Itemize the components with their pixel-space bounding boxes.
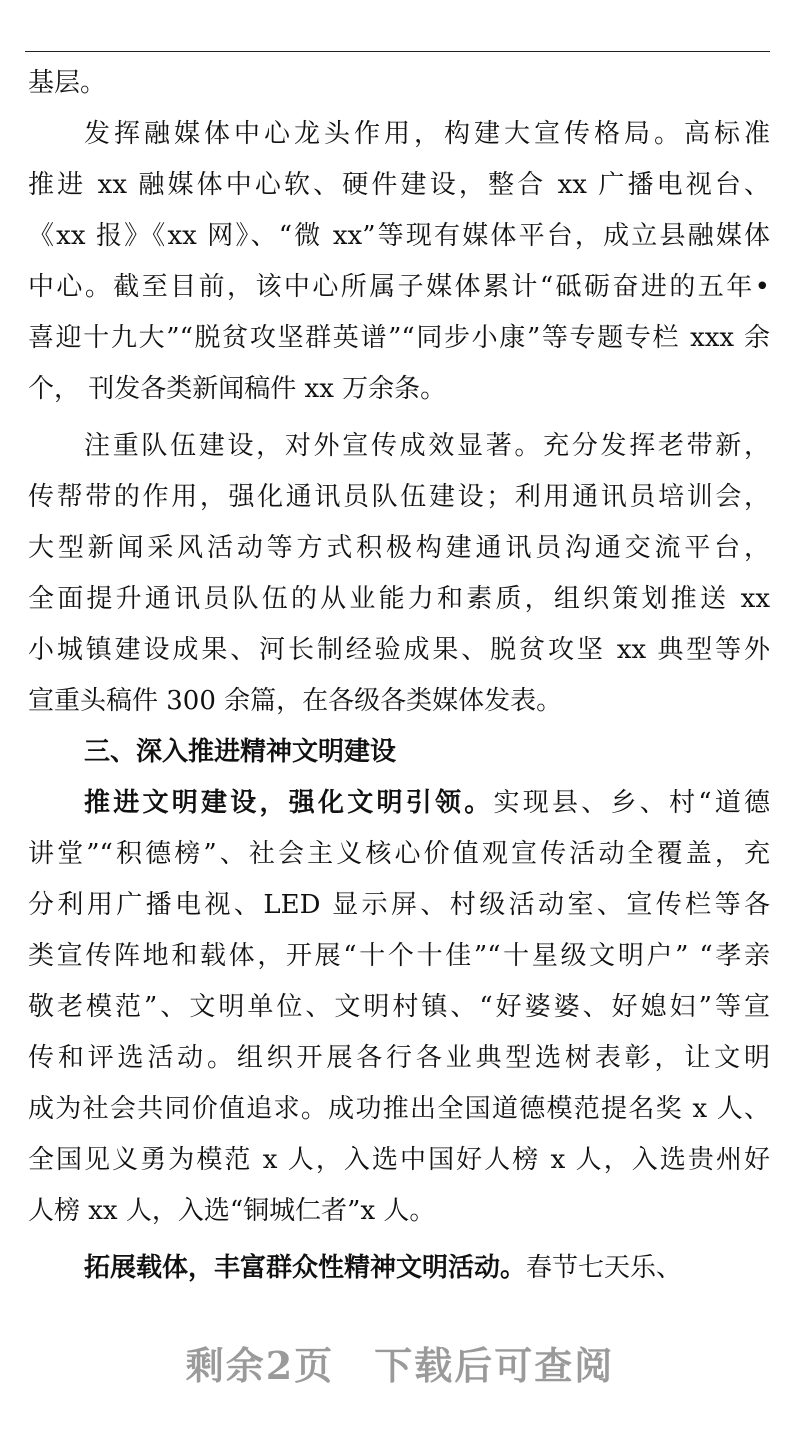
text-line: 基层。 [28, 68, 107, 98]
section-heading: 三、深入推进精神文明建设 [84, 737, 397, 767]
text-line: 全面提升通讯员队伍的从业能力和素质，组织策划推送 xx [28, 584, 770, 614]
text-line: 分利用广播电视、LED 显示屏、村级活动室、宣传栏等各 [28, 890, 770, 920]
text-line: 宣重头稿件 300 余篇，在各级各类媒体发表。 [28, 686, 563, 716]
text-line: 中心。截至目前，该中心所属子媒体累计“砥砺奋进的五年• [28, 272, 770, 302]
paragraph-text: 春节七天乐、 [526, 1253, 683, 1283]
text-line: 小城镇建设成果、河长制经验成果、脱贫攻坚 xx 典型等外 [28, 635, 770, 665]
text-line: 注重队伍建设，对外宣传成效显著。充分发挥老带新， [84, 431, 770, 461]
text-line: 传和评选活动。组织开展各行各业典型选树表彰，让文明 [28, 1043, 770, 1073]
text-line: 喜迎十九大”“脱贫攻坚群英谱”“同步小康”等专题专栏 xxx 余 [28, 323, 770, 353]
text-line: 讲堂”“积德榜”、社会主义核心价值观宣传活动全覆盖，充 [28, 839, 770, 869]
download-prompt[interactable] [0, 1335, 800, 1390]
text-line: 推进 xx 融媒体中心软、硬件建设，整合 xx 广播电视台、 [28, 170, 770, 200]
text-line: 个， 刊发各类新闻稿件 xx 万余条。 [28, 374, 447, 404]
text-line: 敬老模范”、文明单位、文明村镇、“好婆婆、好媳妇”等宣 [28, 992, 770, 1022]
paragraph-lead: 推进文明建设，强化文明引领。 [84, 788, 494, 818]
text-line: 大型新闻采风活动等方式积极构建通讯员沟通交流平台， [28, 533, 770, 563]
text-line: 人榜 xx 人，入选“铜城仁者”x 人。 [28, 1196, 436, 1226]
document-body [28, 58, 770, 1294]
text-line [28, 778, 770, 829]
text-line: 成为社会共同价值追求。成功推出全国道德模范提名奖 x 人、 [28, 1094, 770, 1124]
text-line: 发挥融媒体中心龙头作用，构建大宣传格局。高标准 [84, 119, 770, 149]
text-line: 传帮带的作用，强化通讯员队伍建设；利用通讯员培训会， [28, 482, 770, 512]
text-line: 全国见义勇为模范 x 人，入选中国好人榜 x 人，入选贵州好 [28, 1145, 770, 1175]
paragraph-text: 实现县、乡、村“道德 [493, 788, 770, 818]
text-line: 类宣传阵地和载体，开展“十个十佳”“十星级文明户” “孝亲 [28, 941, 770, 971]
text-line: 《xx 报》《xx 网》、“微 xx”等现有媒体平台，成立县融媒体 [28, 221, 770, 251]
download-to-view-text: 下载后可查阅 [374, 1343, 615, 1388]
paragraph-lead: 拓展载体，丰富群众性精神文明活动。 [84, 1253, 527, 1283]
text-line [28, 1243, 770, 1294]
remaining-pages-text: 剩余2页 [185, 1343, 335, 1388]
header-rule [25, 51, 770, 52]
